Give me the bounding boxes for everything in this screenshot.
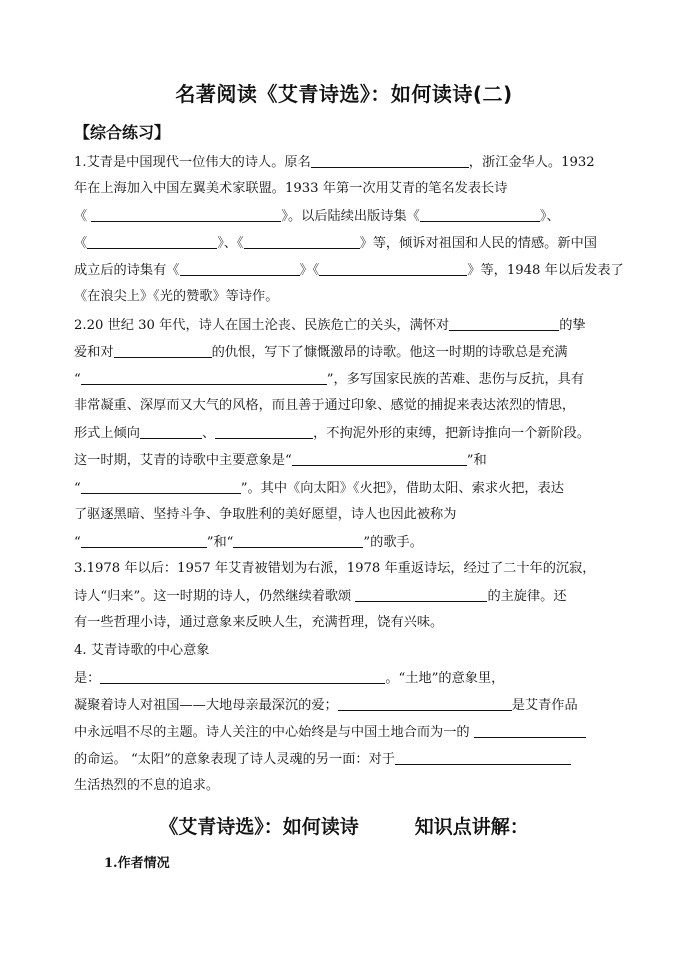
subtitle-left: 《艾青诗选》：如何读诗 [159,816,359,838]
text-line [74,723,628,742]
fill-blank[interactable] [87,234,217,249]
text-line [74,479,628,498]
text-segment: 1.艾青是中国现代一位伟大的诗人。原名 [74,155,311,170]
text-segment: 凝聚着诗人对祖国——大地母亲最深沉的爱； [74,698,338,713]
text-segment: “ [74,481,81,496]
text-segment: 。“土地”的意象里， [385,671,505,686]
fill-blank[interactable] [233,533,363,548]
text-segment: 4. 艾青诗歌的中心意象 [74,643,210,658]
text-segment: “ [74,535,81,550]
text-line [74,669,628,688]
text-line [74,180,628,198]
sub-heading-author: 1.作者情况 [104,856,170,871]
text-segment: 3.1978 年以后：1957 年艾青被错划为右派，1978 年重返诗坛，经过了二十年的沉寂， [74,561,596,576]
fill-blank[interactable] [114,343,212,358]
fill-blank[interactable] [215,424,313,439]
text-line [74,587,628,606]
fill-blank[interactable] [91,207,281,222]
subtitle [0,812,688,839]
text-segment: 形式上倾向 [74,426,140,441]
text-line [74,777,628,795]
text-segment: “ [74,372,81,387]
fill-blank[interactable] [180,261,300,276]
text-line [74,696,628,715]
text-segment: 的仇恨，写下了慷慨激昂的诗歌。他这一时期的诗歌总是充满 [211,345,568,360]
text-line [74,153,628,172]
fill-blank[interactable] [244,234,360,249]
text-segment: 是： [74,671,101,686]
text-line [74,533,628,552]
text-segment: 》、 [539,209,560,224]
fill-blank[interactable] [395,750,571,765]
text-segment: ”的歌手。 [363,535,423,550]
subtitle-right: 知识点讲解： [414,816,529,838]
text-segment: 成立后的诗集有《 [74,263,180,278]
page-title: 名著阅读《艾青诗选》：如何读诗(二) [175,82,513,106]
text-segment: 》。以后陆续出版诗集《 [281,209,420,224]
text-segment: ”和“ [206,535,234,550]
text-line [74,451,628,470]
text-line [74,506,628,524]
fill-blank[interactable] [474,723,586,738]
text-segment: 2.20 世纪 30 年代，诗人在国土沦丧、民族危亡的关头，满怀对 [74,318,450,333]
text-segment: 、 [201,426,216,441]
fill-blank[interactable] [338,696,512,711]
text-segment: 《在浪尖上》《光的赞歌》等诗作。 [74,289,279,304]
fill-blank[interactable] [355,587,487,602]
text-segment: 》《 [299,263,320,278]
text-segment: ”，多写国家民族的苦难、悲伤与反抗，具有 [326,372,585,387]
text-segment: ”和 [466,453,487,468]
fill-blank[interactable] [311,153,469,168]
text-line [74,424,628,443]
text-segment: ”。其中《向太阳》《火把》，借助太阳、索求火把，表达 [240,481,564,496]
text-line [74,750,628,769]
text-segment: 中永远唱不尽的主题。诗人关注的中心始终是与中国土地合而为一的 [74,725,474,740]
fill-blank[interactable] [319,261,467,276]
text-segment: 的主旋律。还 [487,589,567,604]
text-segment: 的挚 [559,318,586,333]
text-segment: 非常凝重、深厚而又大气的风格，而且善于通过印象、感觉的捕捉来表达浓烈的情思， [74,398,576,413]
text-line [74,343,628,362]
fill-blank[interactable] [449,316,559,331]
text-line [74,288,628,306]
text-segment: 《 [74,236,88,251]
fill-blank[interactable] [140,424,202,439]
fill-blank[interactable] [292,451,467,466]
text-segment: 这一时期，艾青的诗歌中主要意象是“ [74,453,292,468]
text-segment: 《 [74,209,92,224]
text-segment: 生活热烈的不息的追求。 [74,778,220,793]
fill-blank[interactable] [81,533,207,548]
fill-blank[interactable] [81,479,241,494]
text-line [74,370,628,389]
text-segment: 是艾青作品 [511,698,578,713]
text-segment: 爱和对 [74,345,114,360]
text-line [74,316,628,335]
text-segment: 有一些哲理小诗，通过意象来反映人生，充满哲理，饶有兴味。 [74,615,444,630]
text-line [74,560,628,578]
text-line [74,207,628,226]
section-heading: 【综合练习】 [74,123,171,142]
text-segment: 年在上海加入中国左翼美术家联盟。1933 年第一次用艾青的笔名发表长诗 [74,181,508,196]
text-line [74,261,628,280]
text-segment: 》等，1948 年以后发表了 [467,263,624,278]
fill-blank[interactable] [420,207,540,222]
text-line [74,234,628,253]
text-segment: ，浙江金华人。1932 [468,155,595,170]
text-line [74,614,628,632]
text-segment: 的命运。 “太阳”的意象表现了诗人灵魂的另一面：对于 [74,752,395,767]
text-segment: 》、《 [217,236,244,251]
text-line [74,397,628,415]
text-segment: 诗人“归来”。这一时期的诗人，仍然继续着歌颂 [74,589,356,604]
fill-blank[interactable] [81,370,327,385]
text-segment: 》等，倾诉对祖国和人民的情感。新中国 [359,236,597,251]
text-segment: ，不拘泥外形的束缚，把新诗推向一个新阶段。 [313,426,591,441]
text-segment: 了驱逐黑暗、坚持斗争、争取胜利的美好愿望，诗人也因此被称为 [74,507,457,522]
fill-blank[interactable] [100,669,385,684]
text-line [74,642,628,660]
